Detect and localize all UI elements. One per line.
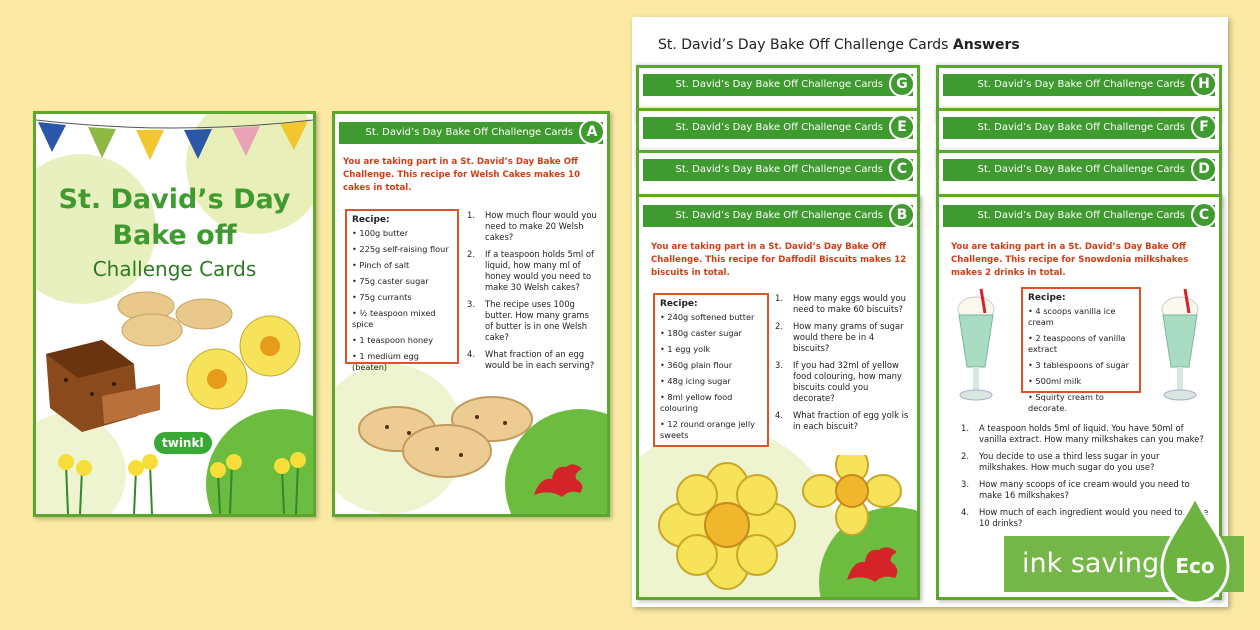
card-header-text: St. David’s Day Bake Off Challenge Cards — [675, 79, 883, 90]
card-header — [943, 117, 1215, 139]
question-number: 4. — [467, 349, 475, 359]
card-letter-badge: E — [889, 114, 915, 140]
card-letter-badge: H — [1191, 71, 1217, 97]
question-item — [775, 293, 909, 315]
card-letter-badge: C — [1191, 202, 1217, 228]
card-header — [943, 74, 1215, 96]
recipe-item: • Squirty cream to decorate. — [1028, 392, 1104, 413]
bara-brith-icon — [46, 340, 160, 432]
question-number: 3. — [961, 479, 969, 489]
question-number: 1. — [467, 210, 475, 220]
card-header — [943, 159, 1215, 181]
question-item — [961, 423, 1211, 445]
card-letter-badge: A — [579, 119, 605, 145]
bunting-icon — [36, 114, 313, 174]
recipe-item: • 180g caster sugar — [660, 328, 742, 338]
recipe-item: • 1 medium egg (beaten) — [352, 351, 419, 372]
question-number: 2. — [775, 321, 783, 331]
card-header-text: St. David’s Day Bake Off Challenge Cards — [675, 122, 883, 133]
question-item — [467, 249, 599, 293]
question-item — [467, 299, 599, 343]
card-header — [643, 205, 913, 227]
cover-title-line2: Bake off — [112, 220, 237, 251]
recipe-box — [345, 209, 459, 372]
question-text: A teaspoon holds 5ml of liquid. You have 50ml of vanilla extract. How many milkshakes can you make? — [979, 423, 1204, 444]
question-text: How much flour would you need to make 20 Welsh cakes? — [485, 210, 597, 242]
recipe-item: • 240g softened butter — [660, 312, 755, 322]
answers-title — [658, 37, 1020, 53]
cover-card — [33, 111, 316, 517]
recipe-item: • 360g plain flour — [660, 360, 733, 370]
card-letter-badge: C — [889, 156, 915, 182]
card-header — [339, 122, 603, 144]
challenge-card-a — [332, 111, 610, 517]
question-number: 3. — [775, 360, 783, 370]
question-number: 4. — [775, 410, 783, 420]
card-header-text: St. David’s Day Bake Off Challenge Cards — [977, 164, 1185, 175]
welsh-cake-icon — [118, 292, 232, 346]
recipe-item: • 75g currants — [352, 292, 412, 302]
welsh-dragon-icon — [530, 459, 590, 504]
welsh-cakes-icon — [357, 389, 547, 489]
recipe-item: • ½ teaspoon mixed spice — [352, 308, 436, 329]
card-header — [643, 74, 913, 96]
milkshake-icon — [1155, 287, 1205, 407]
question-item — [775, 410, 909, 432]
recipe-item: • 12 round orange jelly sweets — [660, 419, 755, 440]
question-number: 2. — [961, 451, 969, 461]
daffodil-biscuit-icon — [187, 316, 300, 409]
recipe-item: • 1 teaspoon honey — [352, 335, 434, 345]
recipe-item: • 1 egg yolk — [660, 344, 711, 354]
question-text: If you had 32ml of yellow food colouring, how many biscuits could you decorate? — [793, 360, 902, 403]
card-header-text: St. David’s Day Bake Off Challenge Cards — [365, 127, 573, 138]
recipe-item: • 8ml yellow food colouring — [660, 392, 733, 413]
answers-title-main: St. David’s Day Bake Off Challenge Cards — [658, 37, 949, 53]
eco-badge-text: Eco — [1175, 554, 1215, 578]
recipe-item: • 225g self-raising flour — [352, 244, 449, 254]
twinkl-logo: twinkl — [154, 432, 212, 454]
question-text: What fraction of egg yolk is in each biscuit? — [793, 410, 909, 431]
question-text: What fraction of an egg would be in each serving? — [485, 349, 595, 370]
card-letter-badge: F — [1191, 114, 1217, 140]
question-text: How much of each ingredient would you need to make 10 drinks? — [979, 507, 1209, 528]
recipe-title: Recipe: — [1028, 293, 1066, 303]
recipe-box — [653, 293, 769, 447]
welsh-dragon-icon — [843, 542, 905, 590]
question-text: The recipe uses 100g butter. How many grams of butter is in one Welsh cake? — [485, 299, 589, 342]
card-intro: You are taking part in a St. David’s Day Bake Off Challenge. This recipe for Daffodil Biscuits makes 12 biscuits in total. — [651, 242, 907, 278]
card-header-text: St. David’s Day Bake Off Challenge Cards — [977, 210, 1185, 221]
recipe-item: • 4 scoops vanilla ice cream — [1028, 306, 1116, 327]
ink-saving-banner: ink saving — [1004, 536, 1244, 592]
recipe-item: • 75g caster sugar — [352, 276, 429, 286]
cover-title-line1: St. David’s Day — [58, 184, 291, 215]
question-number: 2. — [467, 249, 475, 259]
cover-title — [36, 182, 313, 254]
question-number: 3. — [467, 299, 475, 309]
recipe-item: • 100g butter — [352, 228, 409, 238]
card-header — [643, 159, 913, 181]
recipe-box — [1021, 287, 1141, 413]
recipe-item: • 500ml milk — [1028, 376, 1082, 386]
question-number: 4. — [961, 507, 969, 517]
recipe-item: • 3 tablespoons of sugar — [1028, 360, 1130, 370]
cover-subtitle: Challenge Cards — [92, 257, 257, 281]
bakes-illustration-icon — [42, 284, 312, 434]
question-item — [467, 210, 599, 243]
question-item — [467, 349, 599, 371]
card-header-text: St. David’s Day Bake Off Challenge Cards — [977, 122, 1185, 133]
eco-drop-icon — [1158, 495, 1232, 607]
card-letter-badge: G — [889, 71, 915, 97]
question-text: How many eggs would you need to make 60 biscuits? — [793, 293, 906, 314]
card-header — [643, 117, 913, 139]
card-intro: You are taking part in a St. David’s Day Bake Off Challenge. This recipe for Snowdonia milkshakes makes 2 drinks in total. — [951, 242, 1189, 278]
question-text: How many grams of sugar would there be in 4 biscuits? — [793, 321, 904, 353]
question-number: 1. — [775, 293, 783, 303]
question-item — [775, 360, 909, 404]
question-number: 1. — [961, 423, 969, 433]
card-header — [943, 205, 1215, 227]
card-header-text: St. David’s Day Bake Off Challenge Cards — [977, 79, 1185, 90]
question-item — [775, 321, 909, 354]
card-intro: You are taking part in a St. David’s Day Bake Off Challenge. This recipe for Welsh Cakes makes 10 cakes in total. — [343, 157, 581, 193]
card-letter-badge: D — [1191, 156, 1217, 182]
challenge-card-b — [636, 194, 920, 600]
question-list — [467, 210, 599, 377]
question-text: You decide to use a third less sugar in your milkshakes. How much sugar do you use? — [979, 451, 1160, 472]
recipe-item: • Pinch of salt — [352, 260, 410, 270]
daffodils-icon — [46, 444, 316, 516]
recipe-item: • 48g icing sugar — [660, 376, 731, 386]
recipe-title: Recipe: — [352, 215, 390, 225]
recipe-title: Recipe: — [660, 299, 698, 309]
question-text: If a teaspoon holds 5ml of liquid, how many ml of honey would you need to make 30 Welsh cakes? — [485, 249, 594, 292]
recipe-item: • 2 teaspoons of vanilla extract — [1028, 333, 1126, 354]
question-text: How many scoops of ice cream would you need to make 16 milkshakes? — [979, 479, 1190, 500]
milkshake-icon — [951, 287, 1001, 407]
answers-title-bold: Answers — [952, 37, 1020, 53]
card-letter-badge: B — [889, 202, 915, 228]
card-header-text: St. David’s Day Bake Off Challenge Cards — [675, 210, 883, 221]
question-list — [775, 293, 909, 438]
question-item — [961, 451, 1211, 473]
card-header-text: St. David’s Day Bake Off Challenge Cards — [675, 164, 883, 175]
